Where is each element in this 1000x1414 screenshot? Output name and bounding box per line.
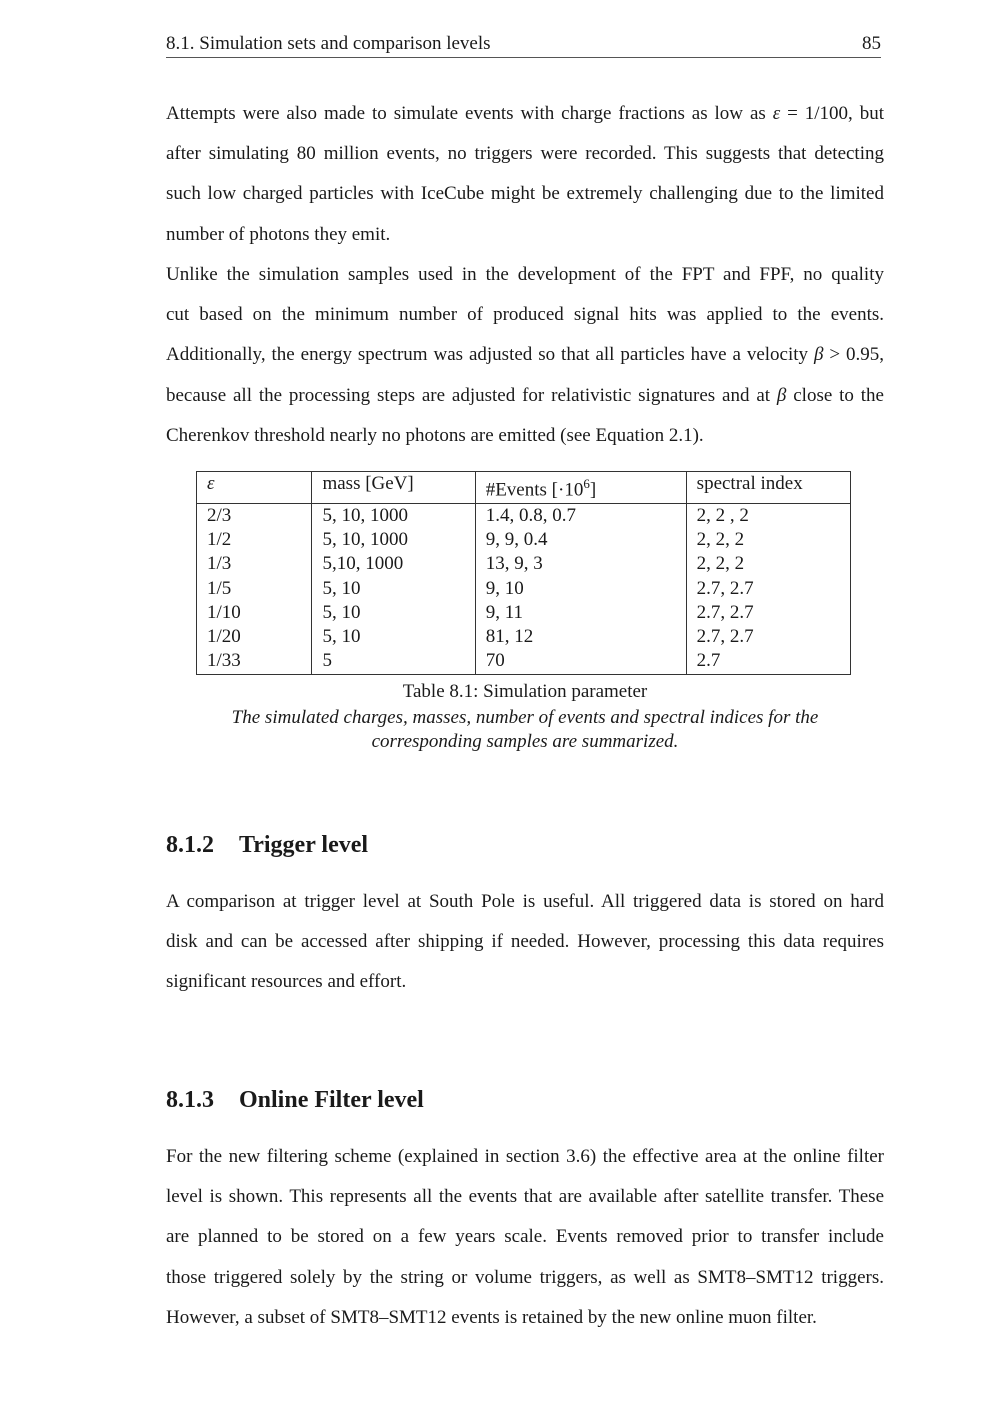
cell-mass: 5, 10 [312, 601, 475, 625]
table-row [197, 577, 851, 601]
cell-events: 13, 9, 3 [475, 552, 686, 576]
section-title: Trigger level [239, 832, 369, 858]
cell-spectral-index: 2.7, 2.7 [686, 625, 850, 649]
running-header-title: 8.1. Simulation sets and comparison levels [166, 33, 491, 54]
text-line: A comparison at trigger level at South Pole is useful. All triggered data is stored on hard [166, 891, 884, 912]
page-header [166, 31, 881, 58]
section-number: 8.1.3 [166, 1087, 214, 1113]
cell-mass: 5,10, 1000 [312, 552, 475, 576]
cell-spectral-index: 2, 2 , 2 [686, 503, 850, 528]
section-heading-trigger-level [166, 832, 368, 859]
header-spectral-index: spectral index [686, 472, 850, 504]
section-number: 8.1.2 [166, 832, 214, 858]
cell-epsilon: 1/33 [197, 649, 312, 674]
cell-events: 1.4, 0.8, 0.7 [475, 503, 686, 528]
epsilon-symbol: ε [772, 103, 781, 124]
cell-spectral-index: 2.7 [686, 649, 850, 674]
table-row [197, 528, 851, 552]
beta-symbol: β [776, 384, 787, 406]
section-heading-online-filter-level [166, 1087, 424, 1114]
cell-spectral-index: 2, 2, 2 [686, 552, 850, 576]
text-line: such low charged particles with IceCube might be extremely challenging due to the limited [166, 183, 884, 205]
table-row [197, 503, 851, 528]
cell-spectral-index: 2, 2, 2 [686, 528, 850, 552]
text-line: For the new filtering scheme (explained in section 3.6) the effective area at the online filter [166, 1146, 884, 1167]
header-epsilon: ε [197, 472, 312, 504]
table-row [197, 625, 851, 649]
text-line: significant resources and effort. [166, 971, 407, 993]
cell-events: 70 [475, 649, 686, 674]
table-caption-text: The simulated charges, masses, number of events and spectral indices for the corresponding samples are summarized. [231, 707, 819, 752]
cell-epsilon: 1/2 [197, 528, 312, 552]
section-title: Online Filter level [239, 1087, 424, 1113]
text-line: cut based on the minimum number of produced signal hits was applied to the events. [166, 304, 884, 326]
table-row [197, 552, 851, 576]
intro-paragraph-1 [166, 94, 884, 255]
cell-events: 9, 10 [475, 577, 686, 601]
text-line: those triggered solely by the string or volume triggers, as well as SMT8–SMT12 triggers. [166, 1266, 884, 1288]
table-header-row [197, 472, 851, 504]
text-line: Attempts were also made to simulate events with charge fractions as low as ε = 1/100, but [166, 103, 884, 124]
trigger-paragraph [166, 882, 884, 1003]
cell-epsilon: 1/5 [197, 577, 312, 601]
cell-mass: 5, 10, 1000 [312, 503, 475, 528]
header-events: #Events $[\cdot 10^6]$ [475, 472, 686, 504]
text-line: Additionally, the energy spectrum was adjusted so that all particles have a velocity β > 0.95, [166, 344, 884, 366]
cell-events: 9, 9, 0.4 [475, 528, 686, 552]
text-line: level is shown. This represents all the events that are available after satellite transfer. These [166, 1186, 884, 1208]
cell-mass: 5, 10, 1000 [312, 528, 475, 552]
cell-epsilon: 1/10 [197, 601, 312, 625]
cell-epsilon: 1/20 [197, 625, 312, 649]
header-mass: mass [GeV] [312, 472, 475, 504]
text-line: because all the processing steps are adjusted for relativistic signatures and at β close to the [166, 384, 884, 406]
cell-mass: 5, 10 [312, 577, 475, 601]
text-line: disk and can be accessed after shipping if needed. However, processing this data requires [166, 931, 884, 953]
cell-events: 81, 12 [475, 625, 686, 649]
cell-spectral-index: 2.7, 2.7 [686, 601, 850, 625]
table-caption-title: Table 8.1: Simulation parameter [402, 681, 648, 702]
text-line: are planned to be stored on a few years scale. Events removed prior to transfer include [166, 1226, 884, 1248]
text-line: Cherenkov threshold nearly no photons are emitted (see Equation 2.1). [166, 424, 704, 446]
cell-events: 9, 11 [475, 601, 686, 625]
table-row [197, 601, 851, 625]
simulation-parameter-table [196, 471, 851, 675]
table-row [197, 649, 851, 674]
cell-epsilon: 2/3 [197, 503, 312, 528]
text-line: after simulating 80 million events, no triggers were recorded. This suggests that detecting [166, 143, 884, 165]
page-number: 85 [862, 33, 881, 54]
beta-symbol: β [813, 344, 824, 366]
text-line: Unlike the simulation samples used in the development of the FPT and FPF, no quality [166, 264, 884, 285]
cell-mass: 5 [312, 649, 475, 674]
text-line: number of photons they emit. [166, 223, 391, 245]
intro-paragraph-2 [166, 255, 884, 456]
online-filter-paragraph [166, 1137, 884, 1338]
cell-mass: 5, 10 [312, 625, 475, 649]
cell-spectral-index: 2.7, 2.7 [686, 577, 850, 601]
cell-epsilon: 1/3 [197, 552, 312, 576]
text-line: However, a subset of SMT8–SMT12 events is retained by the new online muon filter. [166, 1306, 817, 1328]
